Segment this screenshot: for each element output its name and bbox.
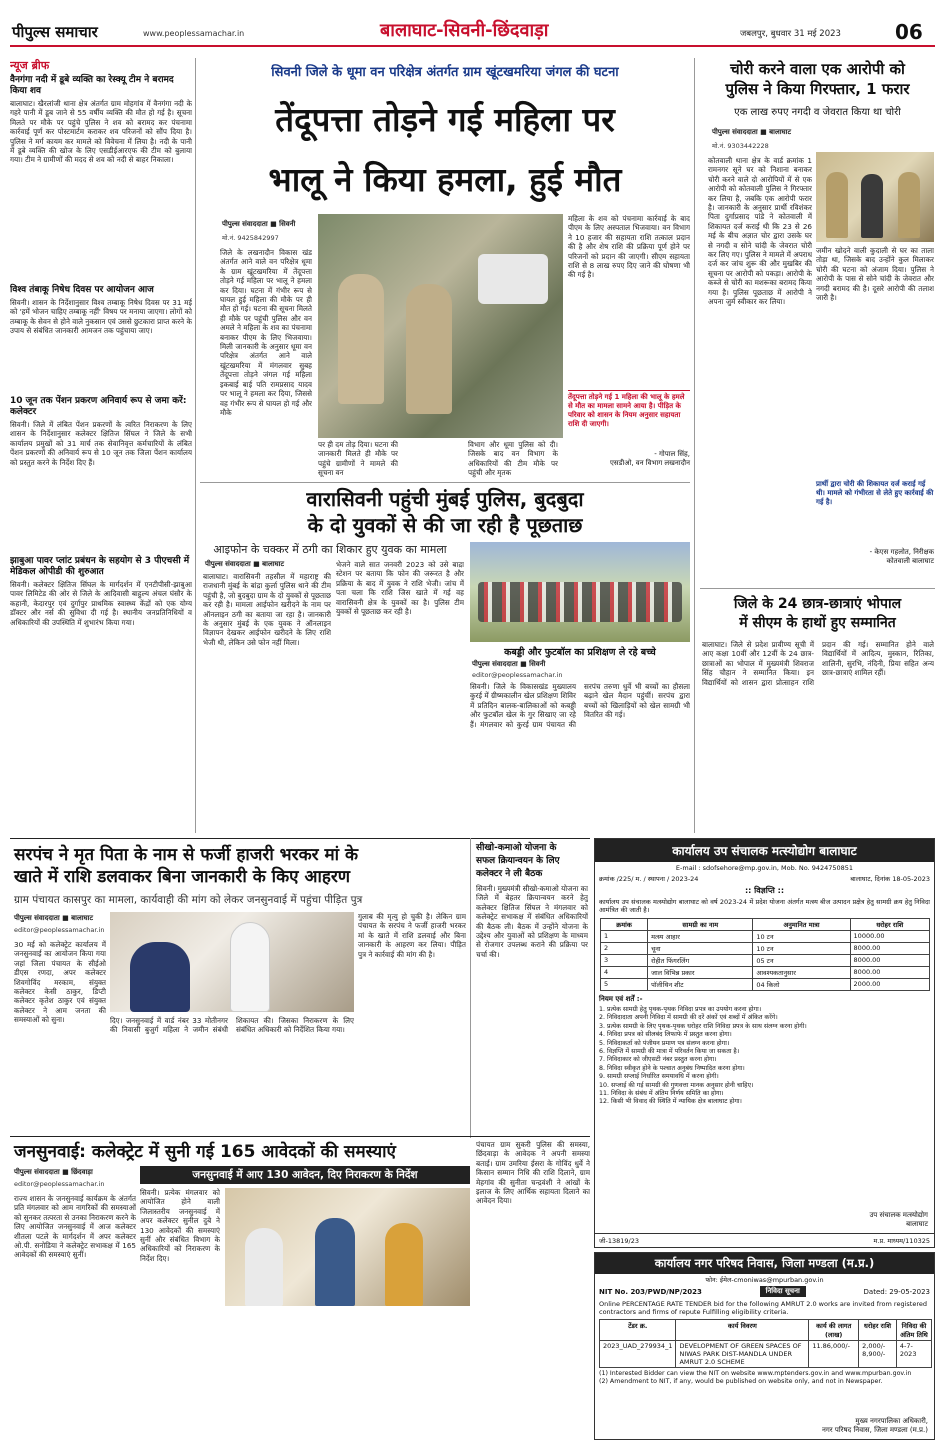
lead-sign-name: - गोपाल सिंह, bbox=[654, 450, 690, 458]
table-cell: 8000.00 bbox=[850, 943, 929, 955]
waraseoni-body-2: भेजने वाले सात जनवरी 2023 को उसे बाद्रा स्टेशन पर बताया कि फोन की जरूरत है और प्रक्रिया के बाद में युवक ने राशि भेजी। जांच में पता चला कि राशि जिस खाते में गई वह वारासिवनी क्षेत्र के युवकों का है। पुलिस टीम युवकों से पूछताछ कर रही है। bbox=[336, 560, 464, 617]
list-item: 10. सप्लाई की गई सामग्री की गुणवत्ता मानक अनुसार होनी चाहिए। bbox=[599, 1081, 754, 1089]
sarpanch-subhead: ग्राम पंचायत कासपुर का मामला, कार्यवाही की मांग को लेकर जनसुनवाई में पहुंचा पीड़ित पुत्र bbox=[14, 894, 363, 906]
sarpanch-byline: पीपुल्स संवाददाता ■ बालाघाट bbox=[14, 914, 93, 922]
table-cell: 3 bbox=[601, 955, 648, 967]
fisheries-footer bbox=[595, 1233, 934, 1247]
fisheries-email: E-mail : sdofsehore@mp.gov.in, Mob. No. 9424750851 bbox=[675, 864, 854, 872]
np-table-header: धरोहर राशि bbox=[859, 1320, 897, 1341]
table-row bbox=[601, 943, 930, 955]
sarpanch-body-3: गुलाब की मृत्यु हो चुकी है। लेकिन ग्राम पंचायत के सरपंच ने फर्जी हाजरी भरकर मां के खाते में राशि डलवाई और बिना जानकारी के आहरण कर लिया। पीड़ित पुत्र ने कार्रवाई की मांग की है। bbox=[358, 912, 466, 959]
table-cell: 2000.00 bbox=[850, 979, 929, 991]
brief-title-3: 10 जून तक पेंशन प्रकरण अनिवार्य रूप से जमा करें: कलेक्टर bbox=[10, 396, 187, 417]
masthead-logo: पीपुल्स समाचार bbox=[12, 23, 98, 41]
thief-sign-title: कोतवाली बालाघाट bbox=[886, 557, 934, 565]
brief-body-4: सिवनी। कलेक्टर क्षितिज सिंघल के मार्गदर्शन में एनटीपीसी-झाबुआ पावर लिमिटेड की ओर से जिले के आदिवासी बाहुल्य अंचल घंसौर के कहानी, केदारपुर एवं दुर्गापुर प्राथमिक स्वास्थ्य केंद्रों को एक योग्य डॉक्टर और नर्स की सुविधा दी गई है। स्थानीय जनप्रतिनिधियों व अधिकारियों की उपस्थिति में शुभारंभ किया गया। bbox=[10, 580, 192, 627]
fisheries-table-header: अनुमानित मात्रा bbox=[753, 919, 850, 931]
jansunwai-photo bbox=[225, 1188, 470, 1306]
thief-mobile: मो.नं. 9303442228 bbox=[712, 142, 769, 150]
section-title: बालाघाट-सिवनी-छिंदवाड़ा bbox=[380, 20, 549, 41]
np-note-2: (2) Amendment to NIT, if any, would be published on website only, and not in Newspaper. bbox=[599, 1378, 883, 1385]
jansunwai-body-3: पंचायत ग्राम सुकरी पुलिस की समस्या, छिंदवाड़ा के आवेदक ने अपनी समस्या बताई। ग्राम उमरिया ईसरा के गोविंद धुर्वे ने किसान सम्मान निधि की राशि दिलाने, ग्राम मेहगांव की सुनीता चन्द्रवंशी ने आंखों के इलाज के लिए आर्थिक सहायता दिलाने का आवेदन दिया। bbox=[476, 1140, 590, 1206]
lead-highlight-text: तेंदूपत्ता तोड़ने गई 1 महिला की भालू के हमले से मौत का मामला सामने आया है। पीड़ित के परिवार को शासन के नियम अनुसार सहायता राशि दी जाएगी। bbox=[568, 393, 685, 428]
masthead-rule bbox=[10, 45, 935, 47]
list-item: 5. निविदाकर्ता को पंजीयन प्रमाण पत्र संलग्न करना होगा। bbox=[599, 1039, 730, 1047]
table-cell: रोहीत फिंगरलिंग bbox=[648, 955, 753, 967]
list-item: 12. किसी भी विवाद की स्थिति में न्यायिक क्षेत्र बालाघाट होगा। bbox=[599, 1098, 742, 1106]
jansunwai-body-2: सिवनी। प्रत्येक मंगलवार को आयोजित होने वाली जिलास्तरीय जनसुनवाई में अपर कलेक्टर सुनील दुबे ने 130 आवेदकों की समस्याएं सुनीं और संबंधित विभाग के अधिकारियों को निराकरण के निर्देश दिए। bbox=[140, 1188, 220, 1263]
list-item: 8. निविदा स्वीकृत होने के पश्चात अनुबंध निष्पादित करना होगा। bbox=[599, 1064, 745, 1072]
np-table-header: कार्य विवरण bbox=[676, 1320, 809, 1341]
divider-waraseoni-top bbox=[200, 482, 690, 483]
table-cell: 10 टन bbox=[753, 943, 850, 955]
kabaddi-body: सिवनी। जिले के विकासखंड मुख्यालय कुरई में ग्रीष्मकालीन खेल प्रशिक्षण शिविर में प्रतिदिन बालक-बालिकाओं को कबड्डी और फुटबॉल खेल के गुर सिखाए जा रहे हैं। मंगलवार को कुरई ग्राम पंचायत की सरपंच तरुणा धुर्वे भी बच्चों का हौसला बढ़ाने खेल मैदान पहुंचीं। सरपंच द्वारा बच्चों को खिलाड़ियों को खेल सामग्री भी वितरित की गई। bbox=[470, 682, 690, 729]
sarpanch-headline-1: सरपंच ने मृत पिता के नाम से फर्जी हाजरी भरकर मां के bbox=[14, 845, 359, 865]
list-item: 1. प्रत्येक सामग्री हेतु पृथक-पृथक निविदा प्रपत्र का उपयोग करना होगा। bbox=[599, 1006, 762, 1013]
table-cell: 10000.00 bbox=[850, 931, 929, 943]
np-intro: Online PERCENTAGE RATE TENDER bid for the following AMRUT 2.0 works are invited from registered contractors and firms of repute Fulfilling eligibility criteria. bbox=[599, 1300, 927, 1316]
table-cell: 2,000/- 8,900/- bbox=[859, 1341, 897, 1368]
yojana-headline-2: सफल क्रियान्वयन के लिए bbox=[476, 856, 560, 866]
brief-title-1: वैनगंगा नदी में डूबे व्यक्ति का रेस्क्यू टीम ने बरामद किया शव bbox=[10, 75, 174, 96]
table-cell: 10 टन bbox=[753, 931, 850, 943]
jansunwai-email: editor@peoplessamachar.in bbox=[14, 1180, 105, 1188]
news-brief-column bbox=[10, 58, 192, 833]
np-note-1: (1) Interested Bidder can view the NIT on website www.mptenders.gov.in and www.mpurban.gov.in bbox=[599, 1370, 912, 1377]
lead-mobile: मो.नं. 9425842997 bbox=[222, 234, 279, 242]
sarpanch-headline-2: खाते में राशि डलवाकर बिना जानकारी के किए आहरण bbox=[14, 867, 351, 887]
fisheries-date: बालाघाट, दिनांक 18-05-2023 bbox=[850, 875, 930, 883]
table-cell: 4 bbox=[601, 967, 648, 979]
divider-lead-right bbox=[694, 58, 695, 833]
thief-quote-text: प्रार्थी द्वारा चोरी की शिकायत दर्ज कराई गई थी। मामले को गंभीरता से लेते हुए कार्रवाई की गई है। bbox=[816, 480, 934, 506]
lead-headline-line-2: भालू ने किया हमला, हुई मौत bbox=[268, 160, 622, 199]
thief-photo bbox=[816, 152, 934, 242]
np-sign-2: नगर परिषद निवास, जिला मण्डला (म.प्र.) bbox=[821, 1426, 928, 1434]
lead-photo-police bbox=[318, 214, 563, 438]
fisheries-notice bbox=[594, 838, 935, 1248]
thief-headline-1: चोरी करने वाला एक आरोपी को bbox=[730, 60, 905, 78]
np-nit-no: NIT No. 203/PWD/NP/2023 bbox=[599, 1287, 702, 1296]
dateline: जबलपुर, बुधवार 31 मई 2023 bbox=[740, 29, 841, 39]
fisheries-title: कार्यालय उप संचालक मत्स्योद्योग बालाघाट bbox=[595, 839, 934, 862]
fisheries-conditions-label: नियम एवं शर्तें :- bbox=[599, 995, 643, 1003]
lead-column-2: पर ही दम तोड़ दिया। घटना की जानकारी मिलते ही मौके पर पहुंचे ग्रामीणों ने मामले की सूचना वन bbox=[318, 440, 398, 478]
brief-body-2: सिवनी। शासन के निर्देशानुसार विश्व तम्बाकू निषेध दिवस पर 31 मई को 'हमें भोजन चाहिए तम्बाकू नहीं' विषय पर मनाया जाएगा। लोगों को तम्बाकू के सेवन से होने वाले नुकसान एवं उससे छुटकारा प्राप्त करने के उपाय से संबंधित जानकारी आमजन तक पहुंचाया जाए। bbox=[10, 298, 192, 336]
kabaddi-byline: पीपुल्स संवाददाता ■ सिवनी bbox=[472, 660, 546, 668]
brief-body-1: बालाघाट। खैरलांजी थाना क्षेत्र अंतर्गत ग्राम मोहगांव में वैनगंगा नदी के गहरे पानी में डूब जाने से 55 वर्षीय व्यक्ति की मौत हो गई है। सूचना मिलते पर मौके पर पहुंचे पुलिस ने शव को बरामद कर पंचनामा कार्रवाई पूर्ण कर पोस्टमार्टम कराकर शव परिजनों को सौंप दिया है। पुलिस ने मर्ग कायम कर मामले को विवेचना में लिया है। नदी के पानी में डूबे व्यक्ति की खोज के लिए एसडीईआरएफ की टीम को बुलाया गया। टीम ने ग्रामीणों की मदद से शव को नदी से बाहर निकाला। bbox=[10, 99, 192, 165]
fisheries-intro: कार्यालय उप संचालक मत्स्योद्योग बालाघाट को वर्ष 2023-24 में प्रदेश योजना अंतर्गत मत्स्य बीज उत्पादन प्रक्षेत्र हेतु सामग्री क्रय हेतु निविदा आमंत्रित की जाती है। bbox=[599, 898, 930, 914]
list-item: 4. निविदा प्रपत्र को सीलबंद लिफाफे में प्रस्तुत करना होगा। bbox=[599, 1031, 732, 1039]
lead-column-3: विभाग और धूमा पुलिस को दी। जिसके बाद वन विभाग के अधिकारियों की टीम मौके पर पहुंची और मृतक bbox=[468, 440, 558, 478]
table-cell: 2 bbox=[601, 943, 648, 955]
table-cell: 4-7-2023 bbox=[896, 1341, 931, 1368]
np-notice-label: निविदा सूचना bbox=[760, 1286, 806, 1297]
table-row bbox=[600, 1341, 932, 1368]
lead-sign-title: एसडीओ, वन विभाग लखनादौन bbox=[610, 459, 690, 467]
students-body: बालाघाट। जिले से प्रदेश प्रावीण्य सूची में आए कक्षा 10वीं और 12वीं के 24 छात्र-छात्राओं का भोपाल में मुख्यमंत्री शिवराज सिंह चौहान ने सम्मानित किया। इन विद्यार्थियों को शासन द्वारा प्रोत्साहन राशि प्रदान की गई। सम्मानित होने वाले विद्यार्थियों में आदित्य, मुस्कान, रितिका, शालिनी, सुरभि, नंदिनी, प्रिया सहित अन्य छात्र-छात्राएं शामिल रहीं। bbox=[702, 640, 934, 687]
lead-column-1: जिले के लखनादौन विकास खंड अंतर्गत आने वाले वन परिक्षेत्र धूमा के ग्राम खूंटखमरिया में तेंदूपत्ता तोड़ने गई महिला पर भालू ने हमला कर दिया। घटना में गंभीर रूप से घायल हुई महिला की मौके पर ही मौत हो गई। घटना की सूचना मिलते ही मौके पर पहुंची पुलिस और वन अमले ने महिला के शव का पंचनामा बनाकर पीएम के लिए भिजवाया। मिली जानकारी के अनुसार धूमा वन परिक्षेत्र अंतर्गत आने वाले खूंटखमरिया में मंगलवार सुबह तेंदूपत्ता तोड़ने जंगल गई महिला इकबाई बाई पति रामप्रसाद यादव पर भालू ने हमला कर दिया, जिससे वह गंभीर रूप से घायल हो गई और मौके bbox=[220, 248, 312, 417]
table-cell: 11.86,000/- bbox=[809, 1341, 859, 1368]
np-signature bbox=[822, 1417, 928, 1435]
divider-jansunwai-top bbox=[10, 1136, 590, 1137]
brief-title-4: झाबुआ पावर प्लांट प्रबंधन के सहयोग से 3 पीएचसी में मेडिकल ओपीडी की शुरुआत bbox=[10, 556, 190, 577]
fisheries-jee-no: जी-13819/23 bbox=[599, 1237, 639, 1245]
list-item: 6. विज्ञप्ति में सामग्री की मात्रा में परिवर्तन किया जा सकता है। bbox=[599, 1048, 740, 1056]
lead-highlight-box bbox=[568, 390, 690, 448]
fisheries-ref: क्रमांक /225/ म. / स्थापना / 2023-24 bbox=[599, 875, 699, 883]
table-cell: आवश्यकतानुसार bbox=[753, 967, 850, 979]
table-row bbox=[601, 931, 930, 943]
kabaddi-caption: कबड्डी और फुटबॉल का प्रशिक्षण ले रहे बच्चे bbox=[504, 647, 656, 658]
yojana-headline-1: सीखो-कमाओ योजना के bbox=[476, 843, 557, 853]
table-cell: 5 bbox=[601, 979, 648, 991]
np-table-header: कार्य की लागत (लाख) bbox=[809, 1320, 859, 1341]
thief-signature bbox=[816, 548, 934, 566]
jansunwai-byline: पीपुल्स संवाददाता ■ छिंदवाड़ा bbox=[14, 1168, 93, 1176]
jansunwai-body-1: राज्य शासन के जनसुनवाई कार्यक्रम के अंतर्गत प्रति मंगलवार को आम नागरिकों की समस्याओं को सुनकर तत्परता से उनका निराकरण करने के लिए आयोजित जनसुनवाई में आज कलेक्टर शीतला पटले के मार्गदर्शन में अपर कलेक्टर ओ.पी. सनोडिया ने कलेक्ट्रेट सभाकक्ष में 165 आवेदकों की समस्याएं सुनीं। bbox=[14, 1194, 136, 1260]
table-cell: पॉलीथिन शीट bbox=[648, 979, 753, 991]
lead-byline: पीपुल्स संवाददाता ■ सिवनी bbox=[222, 220, 296, 228]
news-brief-tag: न्यूज ब्रीफ bbox=[10, 59, 50, 72]
fisheries-sign-2: बालाघाट bbox=[906, 1220, 928, 1228]
fisheries-sign-1: उप संचालक मत्स्योद्योग bbox=[869, 1211, 928, 1219]
students-headline-2: में सीएम के हाथों हुए सम्मानित bbox=[739, 615, 896, 631]
brief-body-3: सिवनी। जिले में लंबित पेंशन प्रकरणों के त्वरित निराकरण के लिए शासन के निर्देशानुसार कलेक्टर क्षितिज सिंघल ने जिले के सभी कार्यालय प्रमुखों को 31 मार्च तक सेवानिवृत्त कर्मचारियों के लंबित पेंशन प्रकरणों की अनिवार्य रूप से 10 जून तक जिला पेंशन कार्यालय को प्रस्तुत करने के निर्देश दिए हैं। bbox=[10, 420, 192, 467]
np-date: Dated: 29-05-2023 bbox=[863, 1287, 930, 1296]
table-cell: 2023_UAD_279934_1 bbox=[600, 1341, 676, 1368]
list-item: 9. सामग्री सप्लाई निर्धारित समयावधि में करना होगी। bbox=[599, 1073, 719, 1081]
fisheries-notice-label: :: विज्ञप्ति :: bbox=[744, 886, 785, 895]
sarpanch-email: editor@peoplessamachar.in bbox=[14, 926, 105, 934]
thief-headline-2: पुलिस ने किया गिरफ्तार, 1 फरार bbox=[725, 80, 910, 98]
np-table-header: निविदा की अंतिम तिथि bbox=[896, 1320, 931, 1341]
table-cell: जाल विभिन्न प्रकार bbox=[648, 967, 753, 979]
np-table-header: टेंडर क्र. bbox=[600, 1320, 676, 1341]
np-sign-1: मुख्य नगरपालिका अधिकारी, bbox=[855, 1417, 928, 1425]
divider-sarpanch-top bbox=[10, 838, 590, 839]
table-cell: मत्स्य आहार bbox=[648, 931, 753, 943]
masthead bbox=[0, 0, 945, 50]
yojana-body: सिवनी। मुख्यमंत्री सीखो-कमाओ योजना का जिले में बेहतर क्रियान्वयन करने हेतु कलेक्टर क्षितिज सिंघल ने मंगलवार को कलेक्ट्रेट सभाकक्ष में संबंधित अधिकारियों की बैठक ली। बैठक में उन्होंने योजना के उद्देश्य और युवाओं को प्रशिक्षण के माध्यम से रोजगार उपलब्ध कराने की प्रक्रिया पर चर्चा की। bbox=[476, 884, 588, 959]
lead-column-4: महिला के शव को पंचनामा कार्रवाई के बाद पीएम के लिए अस्पताल भिजवाया। वन विभाग ने 10 हजार की सहायता राशि तत्काल प्रदान की है और शेष राशि की प्रक्रिया पूर्ण होने पर परिजनों को प्रदान की जाएगी। सीएम सहायता राशि से 8 लाख रुपए दिए जाने की घोषणा भी की गई है। bbox=[568, 214, 690, 280]
divider-students-top bbox=[700, 588, 935, 589]
thief-subhead: एक लाख रुपए नगदी व जेवरात किया था चोरी bbox=[734, 107, 901, 118]
fisheries-table-header: क्रमांक bbox=[601, 919, 648, 931]
fisheries-footer-note: म.प्र. माध्यम/110325 bbox=[873, 1237, 930, 1245]
students-headline-1: जिले के 24 छात्र-छात्राएं भोपाल bbox=[733, 596, 902, 612]
yojana-headline-3: कलेक्टर ने ली बैठक bbox=[476, 869, 543, 879]
kabaddi-email: editor@peoplessamachar.in bbox=[472, 671, 563, 679]
fisheries-table bbox=[600, 918, 930, 991]
table-cell: 05 टन bbox=[753, 955, 850, 967]
table-row bbox=[601, 955, 930, 967]
np-title: कार्यालय नगर परिषद निवास, जिला मण्डला (म.प्र.) bbox=[595, 1253, 934, 1274]
masthead-website: www.peoplessamachar.in bbox=[143, 29, 245, 38]
lead-headline-line-1: तेंदूपत्ता तोड़ने गई महिला पर bbox=[275, 100, 615, 139]
sarpanch-body-2: दिए। जनसुनवाई में वार्ड नंबर 33 मोतीनगर की निवासी बुजुर्ग महिला ने जमीन संबंधी शिकायत की। जिसका निराकरण के लिए संबंधित अधिकारी को निर्देशित किया गया। bbox=[110, 1016, 354, 1035]
fisheries-conditions bbox=[595, 1006, 934, 1107]
table-cell: चूना bbox=[648, 943, 753, 955]
lead-signature bbox=[600, 450, 690, 468]
list-item: 2. निविदादाता अपनी निविदा में सामग्री की दरें अंकों एवं शब्दों में अंकित करेंगे। bbox=[599, 1014, 778, 1022]
thief-body-1: कोतवाली थाना क्षेत्र के वार्ड क्रमांक 1 रामनगर सूने घर को निशाना बनाकर चोरी करने वाले दो आरोपियों में से एक आरोपी को कोतवाली पुलिस ने गिरफ्तार कर लिया है, जबकि एक आरोपी फरार है। जानकारी के अनुसार प्रार्थी रविशंकर पिता दुर्गाप्रसाद पांडे ने कोतवाली में शिकायत दर्ज कराई थी कि 23 से 26 मई के बीच अज्ञात चोर द्वारा उसके घर से नगदी व सोने चांदी के जेवरात चोरी कर लिए गए। पुलिस ने मामले में अपराध दर्ज कर जांच शुरू की और मुखबिर की सूचना पर आरोपी को पकड़ा। आरोपी के कब्जे से चोरी का मशरूका बरामद किया गया है। पुलिस पूछताछ में आरोपी ने अपना जुर्म स्वीकार कर लिया। bbox=[708, 156, 812, 307]
waraseoni-subhead: आइफोन के चक्कर में ठगी का शिकार हुए युवक का मामला bbox=[213, 543, 447, 556]
divider-yojana-left bbox=[470, 838, 471, 1138]
fisheries-table-header: धरोहर राशि bbox=[850, 919, 929, 931]
jansunwai-headline: जनसुनवाई: कलेक्ट्रेट में सुनी गई 165 आवेदकों की समस्याएं bbox=[14, 1142, 396, 1162]
jansunwai-subbox bbox=[140, 1166, 470, 1184]
np-table bbox=[599, 1319, 932, 1368]
fisheries-signature bbox=[869, 1211, 928, 1229]
table-cell: 1 bbox=[601, 931, 648, 943]
table-cell: DEVELOPMENT OF GREEN SPACES OF NIWAS PARK DIST-MANDLA UNDER AMRUT 2.0 SCHEME bbox=[676, 1341, 809, 1368]
table-cell: 8000.00 bbox=[850, 955, 929, 967]
brief-title-2: विश्व तंबाकू निषेध दिवस पर आयोजन आज bbox=[10, 285, 154, 295]
lead-kicker: सिवनी जिले के धूमा वन परिक्षेत्र अंतर्गत ग्राम खूंटखमरिया जंगल की घटना bbox=[271, 65, 619, 80]
list-item: 3. प्रत्येक सामग्री के लिए पृथक-पृथक धरोहर राशि निविदा प्रपत्र के साथ संलग्न करना होगी। bbox=[599, 1022, 807, 1030]
nagar-parishad-notice bbox=[594, 1252, 935, 1440]
column-divider-left bbox=[195, 58, 196, 833]
thief-sign-name: - केएस गहलोत, निरीक्षक bbox=[869, 548, 934, 556]
np-contact: फोन: ईमेल-cmoniwas@mpurban.gov.in bbox=[705, 1276, 824, 1284]
table-row bbox=[601, 979, 930, 991]
list-item: 11. निविदा के संबंध में अंतिम निर्णय समिति का होगा। bbox=[599, 1090, 724, 1098]
thief-byline: पीपुल्स संवाददाता ■ बालाघाट bbox=[712, 128, 791, 136]
fisheries-table-header: सामग्री का नाम bbox=[648, 919, 753, 931]
thief-quote-box bbox=[816, 480, 934, 507]
table-cell: 04 किलो bbox=[753, 979, 850, 991]
kabaddi-photo bbox=[470, 542, 690, 642]
sarpanch-body-1: 30 मई को कलेक्ट्रेट कार्यालय में जनसुनवाई का आयोजन किया गया जहां जिला पंचायत के सीईओ डीएस रणदा, अपर कलेक्टर शिवगोविंद मरकाम, संयुक्त कलेक्टर केसी ठाकुर, डिप्टी कलेक्टर कृतेश ठाकुर एवं संयुक्त कलेक्टर ने आम जनता की समस्याओं को सुना। bbox=[14, 940, 106, 1025]
waraseoni-byline: पीपुल्स संवाददाता ■ बालाघाट bbox=[205, 560, 284, 568]
table-row bbox=[601, 967, 930, 979]
waraseoni-body-1: बालाघाट। वारासिवनी तहसील में महाराष्ट्र की राजधानी मुंबई के बांद्रा कुर्ला पुलिस थाने की टीम पहुंची है, जो बुदबुदा ग्राम के दो युवकों से पूछताछ कर रही है। मामला आईफोन खरीदने के नाम पर ऑनलाइन ठगी का बताया जा रहा है। जानकारी के अनुसार मुंबई के एक युवक ने ऑनलाइन विज्ञापन देखकर आईफोन खरीदने के लिए राशि भेजी थी, लेकिन उसे फोन नहीं मिला। bbox=[203, 572, 331, 647]
list-item: 7. निविदाकार को जीएसटी नंबर प्रस्तुत करना होगा। bbox=[599, 1056, 717, 1064]
table-cell: 8000.00 bbox=[850, 967, 929, 979]
jansunwai-subheadline: जनसुनवाई में आए 130 आवेदन, दिए निराकरण के निर्देश bbox=[192, 1169, 418, 1181]
waraseoni-headline-2: के दो युवकों से की जा रही है पूछताछ bbox=[307, 513, 583, 537]
waraseoni-headline-1: वारासिवनी पहुंची मुंबई पुलिस, बुदबुदा bbox=[306, 487, 584, 511]
sarpanch-photo bbox=[110, 912, 354, 1012]
page-number: 06 bbox=[895, 20, 923, 44]
thief-body-2: जमीन खोदने वाली कुदाली से घर का ताला तोड़ा था, जिसके बाद उन्होंने कुल मिलाकर चोरी की घटना को अंजाम दिया। पुलिस ने आरोपी के पास से सोने चांदी के जेवरात और नगदी बरामद की है। दूसरे आरोपी की तलाश जारी है। bbox=[816, 246, 934, 303]
